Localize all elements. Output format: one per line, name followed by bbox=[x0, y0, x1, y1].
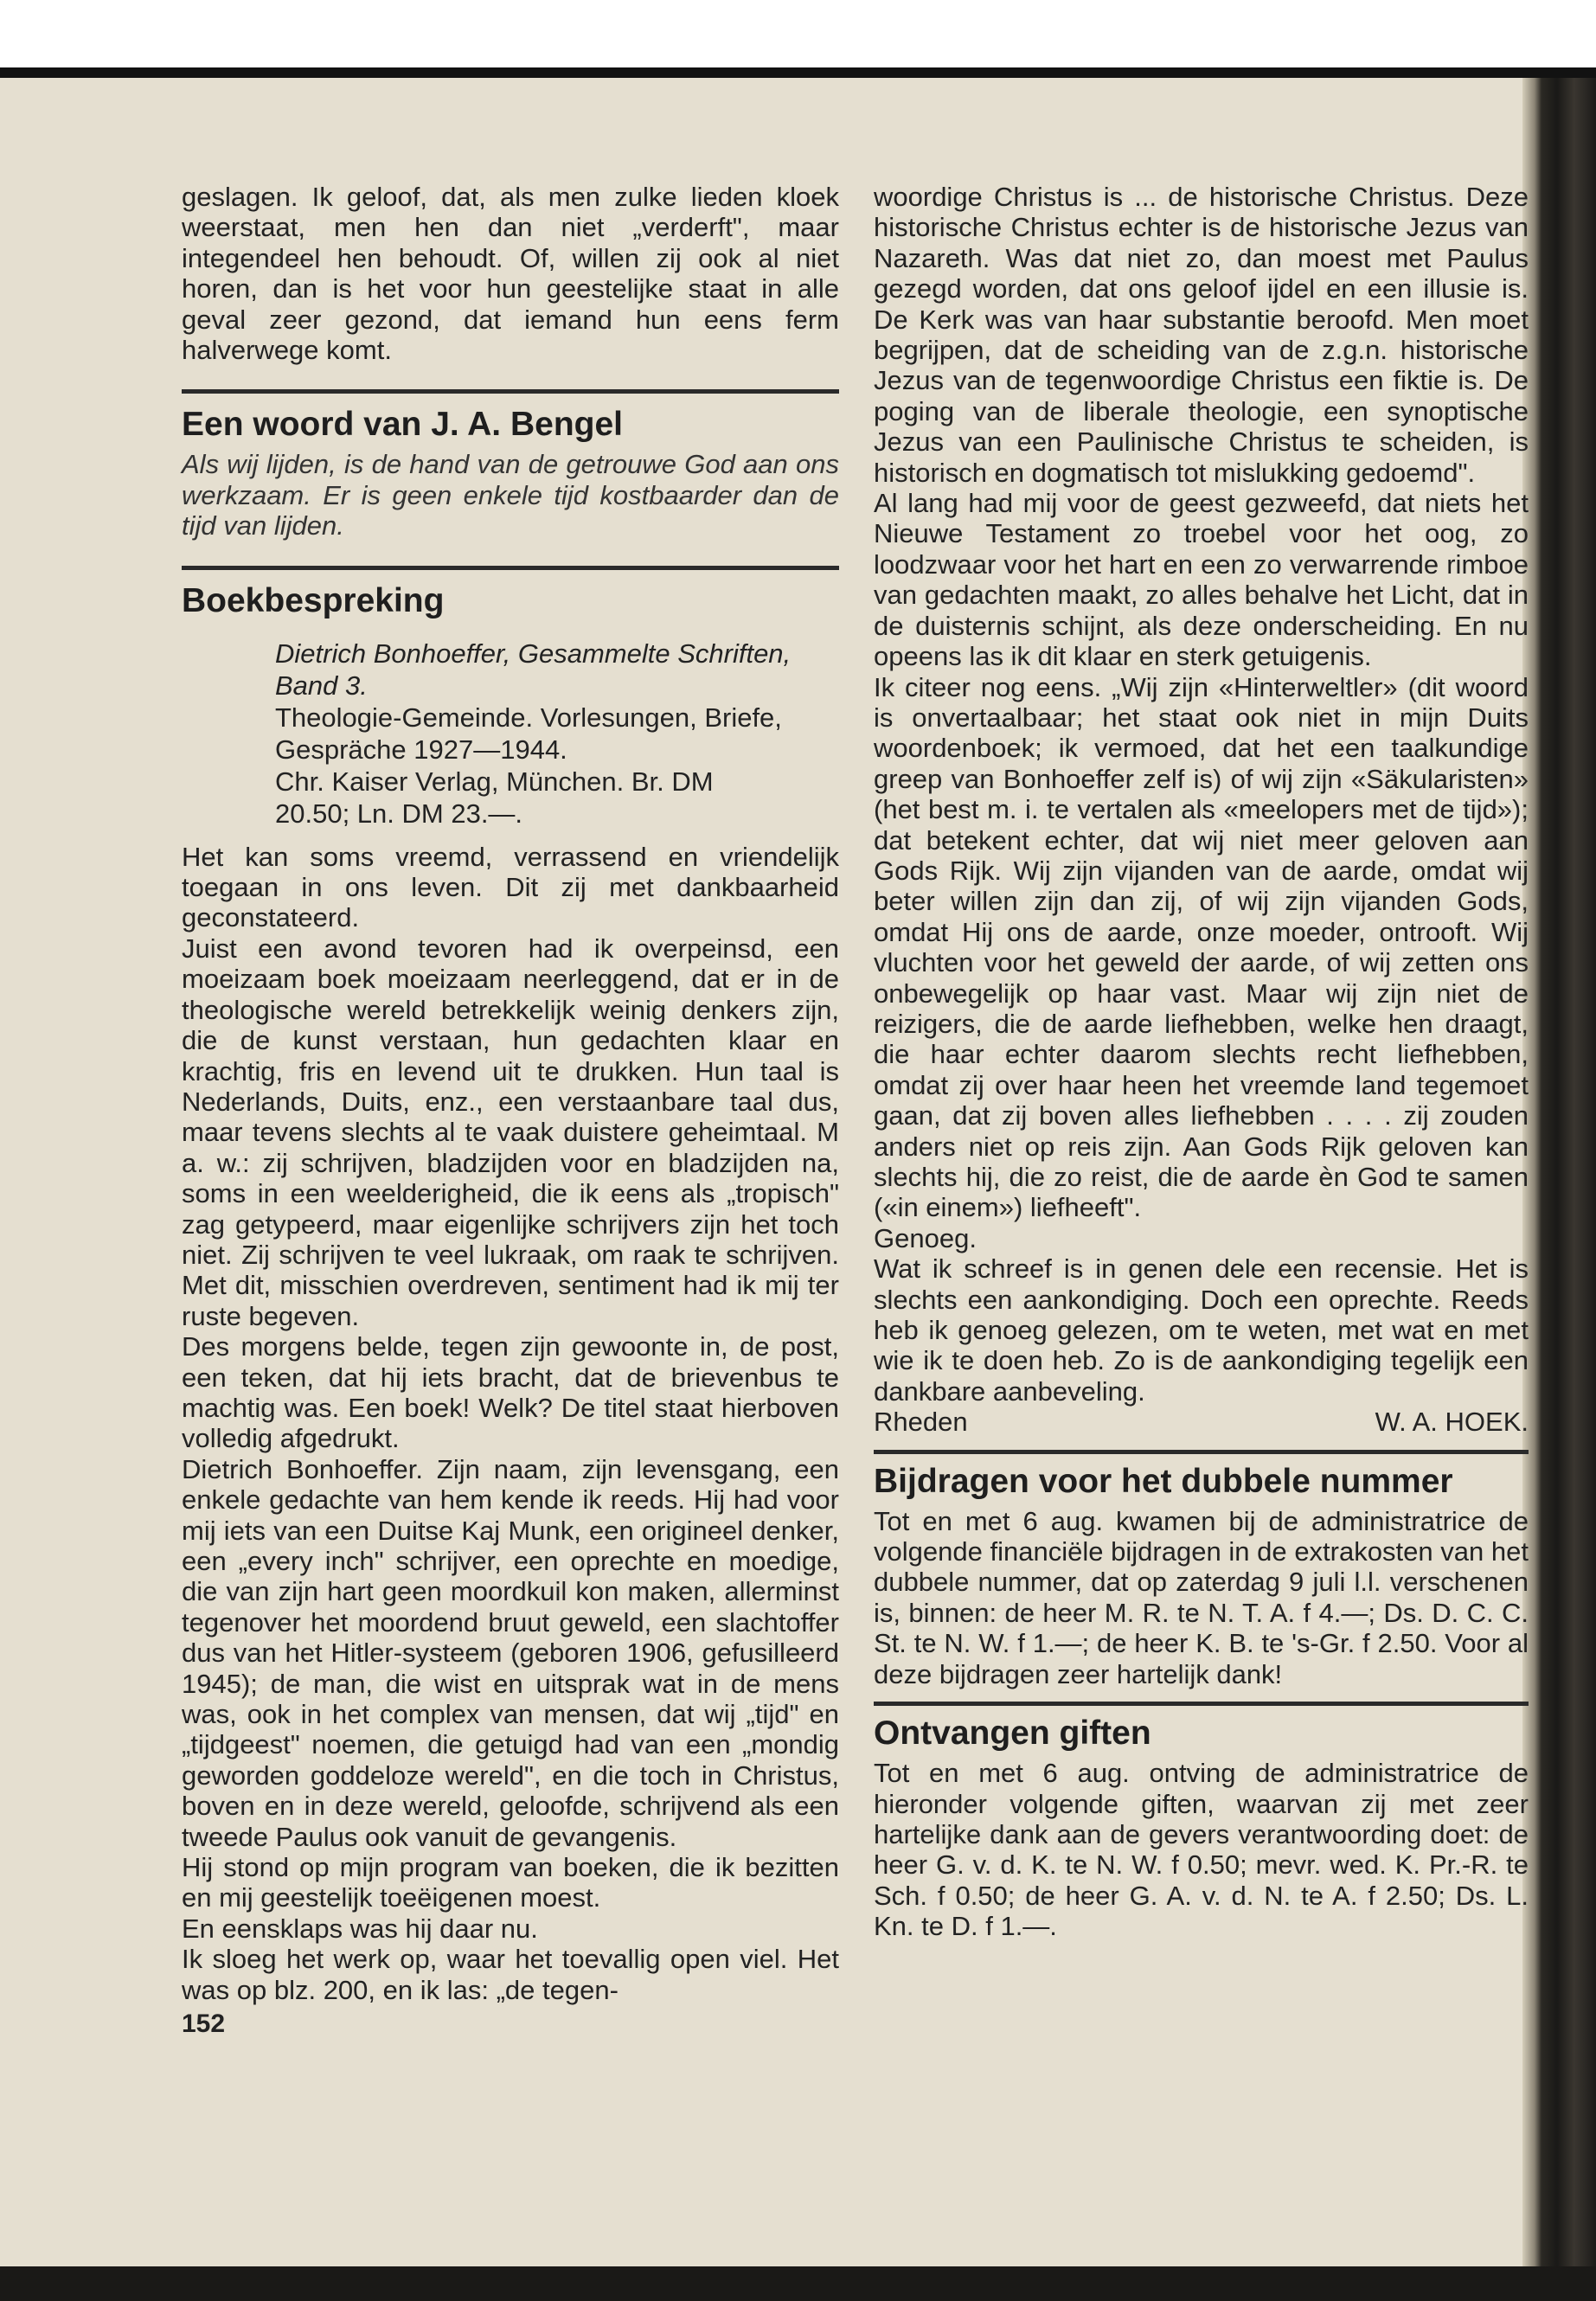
contributions-heading: Bijdragen voor het dubbele nummer bbox=[874, 1462, 1453, 1500]
section-divider bbox=[182, 566, 839, 570]
scan-border-bottom bbox=[0, 2266, 1596, 2301]
review-signature bbox=[874, 1407, 1529, 1437]
review-paragraph: En eensklaps was hij daar nu. bbox=[182, 1913, 538, 1944]
book-price: 20.50; Ln. DM 23.—. bbox=[275, 798, 523, 829]
review-heading: Boekbespreking bbox=[182, 581, 445, 619]
review-paragraph: Het kan soms vreemd, verrassend en vriendelijk toegaan in ons leven. Dit zij met dankbaarheid geconstateerd. bbox=[182, 841, 839, 933]
review-paragraph: Ik citeer nog eens. „Wij zijn «Hinterweltler» (dit woord is onvertaalbaar; het staat ook niet in mijn Duits woordenboek; ik vermoed, dat het een taalkundige greep van Bonhoeffer zelf is) of wij zijn «Säkularisten» (het best m. i. te vertalen als «meelopers met de tijd»); dat betekent echter, dat wij niet meer geloven aan Gods Rijk. Wij zijn vijanden van de aarde, omdat wij beter willen zijn dan zij, of wij zijn vijanden Gods, omdat Hij ons de aarde, onze moeder, ontrooft. Wij vluchten voor het geweld der aarde, of wij zetten ons onbewegelijk op haar vast. Maar wij zijn niet de reizigers, die de aarde liefhebben, welke hen draagt, die haar echter daarom slechts recht liefhebben, omdat zij over haar heen het vreemde land tegemoet gaan, dat zij boven alles liefhebben . . . . zij zouden anders niet op reis zijn. Aan Gods Rijk geloven kan slechts hij, die zo reist, die de aarde èn God te samen («in einem») liefheeft". bbox=[874, 671, 1529, 1223]
section-divider bbox=[874, 1450, 1529, 1454]
review-paragraph: woordige Christus is ... de historische Christus. Deze historische Christus echter is de historische Jezus van Nazareth. Was dat niet zo, dan moest met Paulus gezegd worden, dat ons geloof ijdel en een illusie is. De Kerk was van haar substantie beroofd. Men moet begrijpen, dat de scheiding van de z.g.n. historische Jezus van de tegenwoordige Christus een fiktie is. De poging van de liberale theologie, een synoptische Jezus van een Paulinische Christus te scheiden, is historisch en dogmatisch tot mislukking gedoemd". bbox=[874, 182, 1529, 488]
left-column bbox=[182, 182, 839, 2040]
review-paragraph: Genoeg. bbox=[874, 1222, 977, 1253]
review-paragraph: Al lang had mij voor de geest gezweefd, dat niets het Nieuwe Testament zo troebel voor het oog, zo loodzwaar voor het hart en een zo verwarrende rimboe van gedachten maakt, zo alles behalve het Licht, dat in de duisternis schijnt, als deze onderscheiding. En nu opeens las ik dit klaar en sterk getuigenis. bbox=[874, 488, 1529, 672]
bengel-quote: Als wij lijden, is de hand van de getrouwe God aan ons werkzaam. Er is geen enkele tijd kostbaarder dan de tijd van lijden. bbox=[182, 449, 839, 542]
section-divider bbox=[874, 1702, 1529, 1706]
intro-paragraph: geslagen. Ik geloof, dat, als men zulke lieden kloek weerstaat, men hen dan niet „verderft", maar integendeel hen behoudt. Of, willen zij ook al niet horen, dan is het voor hun geestelijke staat in alle geval zeer gezond, dat iemand hun eens ferm halverwege komt. bbox=[182, 182, 839, 366]
gifts-text: Tot en met 6 aug. ontving de administratrice de hieronder volgende giften, waarvan zij met zeer hartelijke dank aan de gevers verantwoording doet: de heer G. v. d. K. te N. W. f 0.50; mevr. wed. K. Pr.-R. te Sch. f 0.50; de heer G. A. v. d. N. te A. f 2.50; Ds. L. Kn. te D. f 1.—. bbox=[874, 1758, 1529, 1942]
review-paragraph: Dietrich Bonhoeffer. Zijn naam, zijn levensgang, een enkele gedachte van hem kende ik reeds. Hij had voor mij iets van een Duitse Kaj Munk, een origineel denker, een „every inch" schrijver, een oprechte en moedige, die van zijn hart geen moordkuil kon maken, allerminst tegenover het moordend bruut geweld, een slachtoffer dus van het Hitler-systeem (geboren 1906, gefusilleerd 1945); de man, die wist en uitsprak wat in de mens was, ook in het complex van mensen, dat wij „tijd" en „tijdgeest" noemen, die getuigd had van een „mondig geworden goddeloze wereld", en die toch in Christus, boven en in deze wereld, geloofde, schrijvend als een tweede Paulus ook vanuit de gevangenis. bbox=[182, 1453, 839, 1852]
gifts-heading: Ontvangen giften bbox=[874, 1715, 1151, 1753]
book-publisher: Chr. Kaiser Verlag, München. Br. DM bbox=[275, 766, 714, 797]
review-paragraph: Hij stond op mijn program van boeken, die ik bezitten en mij geestelijk toeëigenen moest. bbox=[182, 1852, 839, 1913]
bengel-heading: Een woord van J. A. Bengel bbox=[182, 406, 623, 444]
contributions-text: Tot en met 6 aug. kwamen bij de administratrice de volgende financiële bijdragen in de extrakosten van het dubbele nummer, dat op zaterdag 9 juli l.l. verschenen is, binnen: de heer M. R. te N. T. A. f 4.—; Ds. D. C. C. St. te N. W. f 1.—; de heer K. B. te 's-Gr. f 2.50. Voor al deze bijdragen zeer hartelijk dank! bbox=[874, 1505, 1529, 1689]
book-reference bbox=[182, 638, 839, 830]
review-paragraph: Des morgens belde, tegen zijn gewoonte in, de post, een teken, dat hij iets bracht, dat de brievenbus te machtig was. Een boek! Welk? De titel staat hierboven volledig afgedrukt. bbox=[182, 1331, 839, 1454]
signature-place: Rheden bbox=[874, 1407, 968, 1438]
review-paragraph: Juist een avond tevoren had ik overpeinsd, een moeizaam boek moeizaam neerleggend, dat er in de theologische wereld betrekkelijk weinig denkers zijn, die de kunst verstaan, hun gedachten klaar en krachtig, fris en levend uit te drukken. Hun taal is Nederlands, Duits, enz., een verstaanbare taal dus, maar tevens slechts al te vaak duistere geheimtaal. M a. w.: zij schrijven, bladzijden voor en bladzijden na, soms in een weelderigheid, die ik eens als „tropisch" zag getypeerd, maar eigenlijke schrijvers zijn het toch niet. Zij schrijven te veel lukraak, om raak te schrijven. Met dit, misschien overdreven, sentiment had ik mij ter ruste begeven. bbox=[182, 933, 839, 1331]
right-column bbox=[874, 182, 1529, 1942]
review-paragraph: Ik sloeg het werk op, waar het toevallig open viel. Het was op blz. 200, en ik las: „de tegen- bbox=[182, 1944, 839, 2005]
page-number: 152 bbox=[182, 2009, 226, 2039]
review-paragraph: Wat ik schreef is in genen dele een recensie. Het is slechts een aankondiging. Doch een oprechte. Reeds heb ik genoeg gelezen, om te weten, met wat en met wie ik te doen heb. Zo is de aankondiging tegelijk een dankbare aanbeveling. bbox=[874, 1253, 1529, 1407]
book-title: Dietrich Bonhoeffer, Gesammelte Schriften, Band 3. bbox=[275, 638, 792, 701]
scan-border-top bbox=[0, 67, 1596, 78]
book-subtitle: Theologie-Gemeinde. Vorlesungen, Briefe, Gespräche 1927—1944. bbox=[275, 702, 782, 765]
signature-name: W. A. HOEK. bbox=[1375, 1407, 1529, 1438]
section-divider bbox=[182, 389, 839, 394]
book-binding bbox=[1522, 78, 1596, 2301]
